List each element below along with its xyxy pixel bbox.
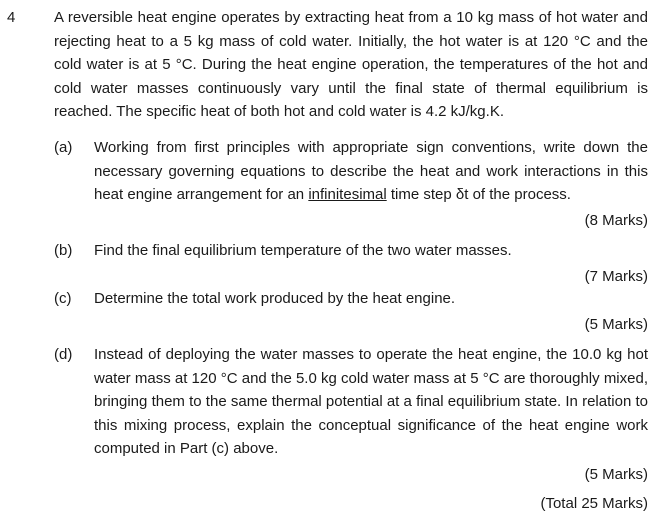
part-a-underlined-term: infinitesimal — [308, 186, 387, 204]
part-d — [54, 343, 648, 486]
part-c-text: Determine the total work produced by the heat engine. — [94, 290, 456, 307]
total-marks: (Total 25 Marks) — [540, 495, 648, 512]
part-b-marks: (7 Marks) — [584, 267, 648, 285]
part-a — [54, 136, 648, 232]
part-c-marks: (5 Marks) — [584, 315, 648, 333]
part-a-label: (a) — [54, 139, 73, 156]
part-c — [54, 287, 648, 336]
part-b-text: Find the final equilibrium temperature of the two water masses. — [94, 242, 512, 259]
part-c-label: (c) — [54, 290, 72, 307]
question-intro: A reversible heat engine operates by extracting heat from a 10 kg mass of hot water and rejecting heat to a 5 kg mass of cold water. Initially, the hot water is at 120 °C and the cold water is at 5 °C. During the heat engine operation, the temperatures of the hot and cold water masses continuously vary until the final state of thermal equilibrium is reached. The specific heat of both hot and cold water is 4.2 kJ/kg.K. — [54, 9, 648, 121]
part-d-marks: (5 Marks) — [584, 465, 648, 483]
part-a-text-after: time step δt of the process. — [386, 186, 571, 204]
question-number: 4 — [7, 9, 16, 26]
part-a-text — [94, 136, 648, 207]
part-b-label: (b) — [54, 242, 73, 259]
part-d-text: Instead of deploying the water masses to operate the heat engine, the 10.0 kg hot water mass at 120 °C and the 5.0 kg cold water mass at 5 °C are thoroughly mixed, bringing them to the same thermal potential at a final equilibrium state. In relation to this mixing process, explain the conceptual significance of the heat engine work computed in Part (c) above. — [94, 346, 648, 458]
part-a-marks: (8 Marks) — [584, 211, 648, 229]
part-a-text-before: Working from first principles with appropriate sign conventions, write down the necessary governing equations to describe the heat and work interactions in this heat engine arrangement for an — [94, 139, 648, 204]
part-d-label: (d) — [54, 346, 73, 363]
part-b — [54, 239, 648, 288]
